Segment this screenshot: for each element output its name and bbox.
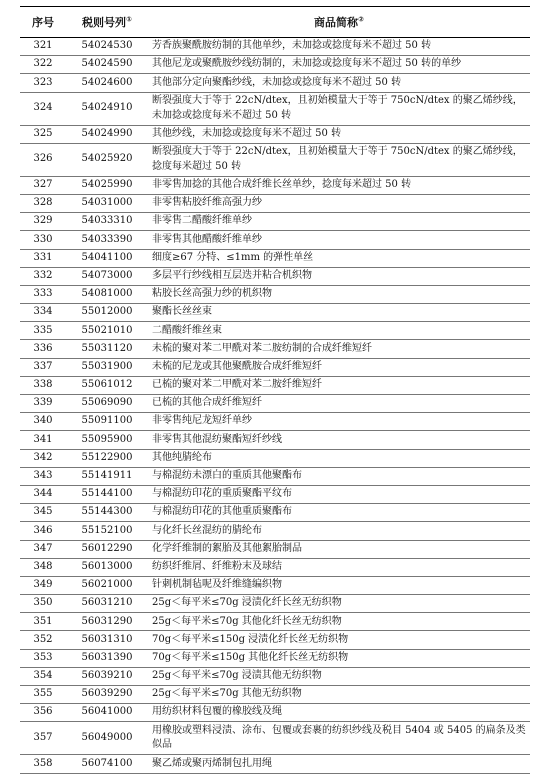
tariff-code: 56039210 xyxy=(66,667,148,685)
tariff-code: 56031390 xyxy=(66,649,148,667)
row-number: 324 xyxy=(20,92,66,125)
header-code: 税则号列① xyxy=(66,7,148,38)
tariff-code: 56031290 xyxy=(66,613,148,631)
row-number: 348 xyxy=(20,558,66,576)
tariff-code: 54024990 xyxy=(66,125,148,143)
row-number: 334 xyxy=(20,304,66,322)
table-row xyxy=(20,522,530,540)
tariff-code: 54024910 xyxy=(66,92,148,125)
product-name: 聚酯长丝丝束 xyxy=(148,304,530,322)
product-name: 细度≥67 分特、≤1mm 的弹性单丝 xyxy=(148,249,530,267)
row-number: 330 xyxy=(20,231,66,249)
row-number: 338 xyxy=(20,376,66,394)
table-row xyxy=(20,285,530,303)
product-name: 70g＜每平米≤150g 浸渍化纤长丝无纺织物 xyxy=(148,631,530,649)
row-number: 356 xyxy=(20,704,66,722)
row-number: 351 xyxy=(20,613,66,631)
row-number: 321 xyxy=(20,38,66,56)
row-number: 343 xyxy=(20,467,66,485)
row-number: 340 xyxy=(20,413,66,431)
product-name: 纺织纤维屑、纤维粉末及球结 xyxy=(148,558,530,576)
product-name: 用橡胶或塑料浸渍、涂布、包覆或套裹的纺织纱线及税目 5404 或 5405 的扁条及类似品 xyxy=(148,722,530,755)
product-name: 非零售纯尼龙短纤单纱 xyxy=(148,413,530,431)
product-name: 其他尼龙或聚酰胺纱线纺制的，未加捻或捻度每米不超过 50 转的单纱 xyxy=(148,56,530,74)
tariff-code: 55144300 xyxy=(66,504,148,522)
product-name: 已梳的聚对苯二甲酰对苯二胺纤维短纤 xyxy=(148,376,530,394)
table-row xyxy=(20,74,530,92)
product-name: 70g＜每平米≤150g 其他化纤长丝无纺织物 xyxy=(148,649,530,667)
product-name: 多层平行纱线相互层迭并粘合机织物 xyxy=(148,267,530,285)
row-number: 335 xyxy=(20,322,66,340)
table-row xyxy=(20,358,530,376)
tariff-code: 54073000 xyxy=(66,267,148,285)
row-number: 323 xyxy=(20,74,66,92)
row-number: 355 xyxy=(20,686,66,704)
table-row xyxy=(20,56,530,74)
tariff-code: 55012000 xyxy=(66,304,148,322)
tariff-code: 55031900 xyxy=(66,358,148,376)
table-row xyxy=(20,143,530,176)
tariff-code: 55122900 xyxy=(66,449,148,467)
tariff-table-page xyxy=(20,6,530,774)
table-row xyxy=(20,631,530,649)
product-name: 断裂强度大于等于 22cN/dtex，且初始模量大于等于 750cN/dtex 的聚乙烯纱线，未加捻或捻度每米不超过 50 转 xyxy=(148,92,530,125)
row-number: 322 xyxy=(20,56,66,74)
table-row xyxy=(20,667,530,685)
row-number: 339 xyxy=(20,395,66,413)
product-name: 其他纯腈纶布 xyxy=(148,449,530,467)
product-name: 25g＜每平米≤70g 浸渍化纤长丝无纺织物 xyxy=(148,595,530,613)
row-number: 327 xyxy=(20,176,66,194)
tariff-code: 55061012 xyxy=(66,376,148,394)
table-row xyxy=(20,449,530,467)
table-row xyxy=(20,485,530,503)
header-name: 商品简称② xyxy=(148,7,530,38)
tariff-code: 56031310 xyxy=(66,631,148,649)
tariff-code: 54024530 xyxy=(66,38,148,56)
product-name: 25g＜每平米≤70g 其他无纺织物 xyxy=(148,686,530,704)
row-number: 341 xyxy=(20,431,66,449)
tariff-code: 54024590 xyxy=(66,56,148,74)
tariff-code: 56049000 xyxy=(66,722,148,755)
tariff-code: 55141911 xyxy=(66,467,148,485)
row-number: 352 xyxy=(20,631,66,649)
tariff-code: 55031120 xyxy=(66,340,148,358)
table-row xyxy=(20,194,530,212)
tariff-code: 56074100 xyxy=(66,755,148,773)
tariff-code: 56012290 xyxy=(66,540,148,558)
product-name: 芳香族聚酰胺纺制的其他单纱，未加捻或捻度每米不超过 50 转 xyxy=(148,38,530,56)
product-name: 聚乙烯或聚丙烯制包扎用绳 xyxy=(148,755,530,773)
product-name: 非零售加捻的其他合成纤维长丝单纱，捻度每米超过 50 转 xyxy=(148,176,530,194)
tariff-code: 54033310 xyxy=(66,213,148,231)
row-number: 344 xyxy=(20,485,66,503)
table-row xyxy=(20,322,530,340)
table-row xyxy=(20,755,530,773)
row-number: 342 xyxy=(20,449,66,467)
product-name: 25g＜每平米≤70g 浸渍其他无纺织物 xyxy=(148,667,530,685)
tariff-code: 54041100 xyxy=(66,249,148,267)
product-name: 未梳的聚对苯二甲酰对苯二胺纺制的合成纤维短纤 xyxy=(148,340,530,358)
product-name: 其他纱线，未加捻或捻度每米不超过 50 转 xyxy=(148,125,530,143)
table-body xyxy=(20,38,530,774)
product-name: 25g＜每平米≤70g 其他化纤长丝无纺织物 xyxy=(148,613,530,631)
product-name: 用纺织材料包覆的橡胶线及绳 xyxy=(148,704,530,722)
table-row xyxy=(20,304,530,322)
product-name: 非零售其他醋酸纤维单纱 xyxy=(148,231,530,249)
product-name: 化学纤维制的絮胎及其他絮胎制品 xyxy=(148,540,530,558)
row-number: 358 xyxy=(20,755,66,773)
tariff-code: 54031000 xyxy=(66,194,148,212)
product-name: 非零售粘胶纤维高强力纱 xyxy=(148,194,530,212)
table-row xyxy=(20,558,530,576)
table-row xyxy=(20,540,530,558)
product-name: 与化纤长丝混纺的腈纶布 xyxy=(148,522,530,540)
product-name: 与棉混纺印花的其他重质聚酯布 xyxy=(148,504,530,522)
row-number: 329 xyxy=(20,213,66,231)
row-number: 350 xyxy=(20,595,66,613)
table-header xyxy=(20,7,530,38)
tariff-code: 54025920 xyxy=(66,143,148,176)
product-name: 断裂强度大于等于 22cN/dtex，且初始模量大于等于 750cN/dtex 的聚乙烯纱线，捻度每米超过 50 转 xyxy=(148,143,530,176)
product-name: 与棉混纺未漂白的重质其他聚酯布 xyxy=(148,467,530,485)
table-row xyxy=(20,649,530,667)
table-row xyxy=(20,413,530,431)
row-number: 353 xyxy=(20,649,66,667)
row-number: 357 xyxy=(20,722,66,755)
tariff-code: 54025990 xyxy=(66,176,148,194)
table-row xyxy=(20,249,530,267)
tariff-code: 56013000 xyxy=(66,558,148,576)
table-row xyxy=(20,704,530,722)
row-number: 346 xyxy=(20,522,66,540)
tariff-code: 56041000 xyxy=(66,704,148,722)
table-row xyxy=(20,213,530,231)
row-number: 347 xyxy=(20,540,66,558)
table-row xyxy=(20,595,530,613)
tariff-code: 55091100 xyxy=(66,413,148,431)
table-row xyxy=(20,576,530,594)
tariff-table xyxy=(20,6,530,774)
table-row xyxy=(20,92,530,125)
tariff-code: 54024600 xyxy=(66,74,148,92)
tariff-code: 55144100 xyxy=(66,485,148,503)
table-row xyxy=(20,686,530,704)
table-row xyxy=(20,125,530,143)
tariff-code: 56039290 xyxy=(66,686,148,704)
row-number: 332 xyxy=(20,267,66,285)
table-row xyxy=(20,176,530,194)
row-number: 354 xyxy=(20,667,66,685)
table-row xyxy=(20,613,530,631)
row-number: 328 xyxy=(20,194,66,212)
row-number: 326 xyxy=(20,143,66,176)
table-row xyxy=(20,231,530,249)
table-row xyxy=(20,38,530,56)
row-number: 325 xyxy=(20,125,66,143)
tariff-code: 56031210 xyxy=(66,595,148,613)
tariff-code: 54033390 xyxy=(66,231,148,249)
tariff-code: 55095900 xyxy=(66,431,148,449)
row-number: 349 xyxy=(20,576,66,594)
table-row xyxy=(20,431,530,449)
header-no: 序号 xyxy=(20,7,66,38)
product-name: 已梳的其他合成纤维短纤 xyxy=(148,395,530,413)
row-number: 333 xyxy=(20,285,66,303)
row-number: 331 xyxy=(20,249,66,267)
table-row xyxy=(20,722,530,755)
row-number: 345 xyxy=(20,504,66,522)
product-name: 其他部分定向聚酯纱线，未加捻或捻度每米不超过 50 转 xyxy=(148,74,530,92)
tariff-code: 55069090 xyxy=(66,395,148,413)
tariff-code: 55152100 xyxy=(66,522,148,540)
table-row xyxy=(20,267,530,285)
tariff-code: 56021000 xyxy=(66,576,148,594)
product-name: 非零售二醋酸纤维单纱 xyxy=(148,213,530,231)
product-name: 粘胶长丝高强力纱的机织物 xyxy=(148,285,530,303)
product-name: 非零售其他混纺聚酯短纤纱线 xyxy=(148,431,530,449)
product-name: 针刺机制毡呢及纤维缝编织物 xyxy=(148,576,530,594)
tariff-code: 54081000 xyxy=(66,285,148,303)
row-number: 337 xyxy=(20,358,66,376)
table-row xyxy=(20,340,530,358)
product-name: 未梳的尼龙或其他聚酰胺合成纤维短纤 xyxy=(148,358,530,376)
product-name: 与棉混纺印花的重质聚酯平纹布 xyxy=(148,485,530,503)
row-number: 336 xyxy=(20,340,66,358)
table-row xyxy=(20,395,530,413)
tariff-code: 55021010 xyxy=(66,322,148,340)
table-row xyxy=(20,467,530,485)
table-row xyxy=(20,504,530,522)
product-name: 二醋酸纤维丝束 xyxy=(148,322,530,340)
table-row xyxy=(20,376,530,394)
